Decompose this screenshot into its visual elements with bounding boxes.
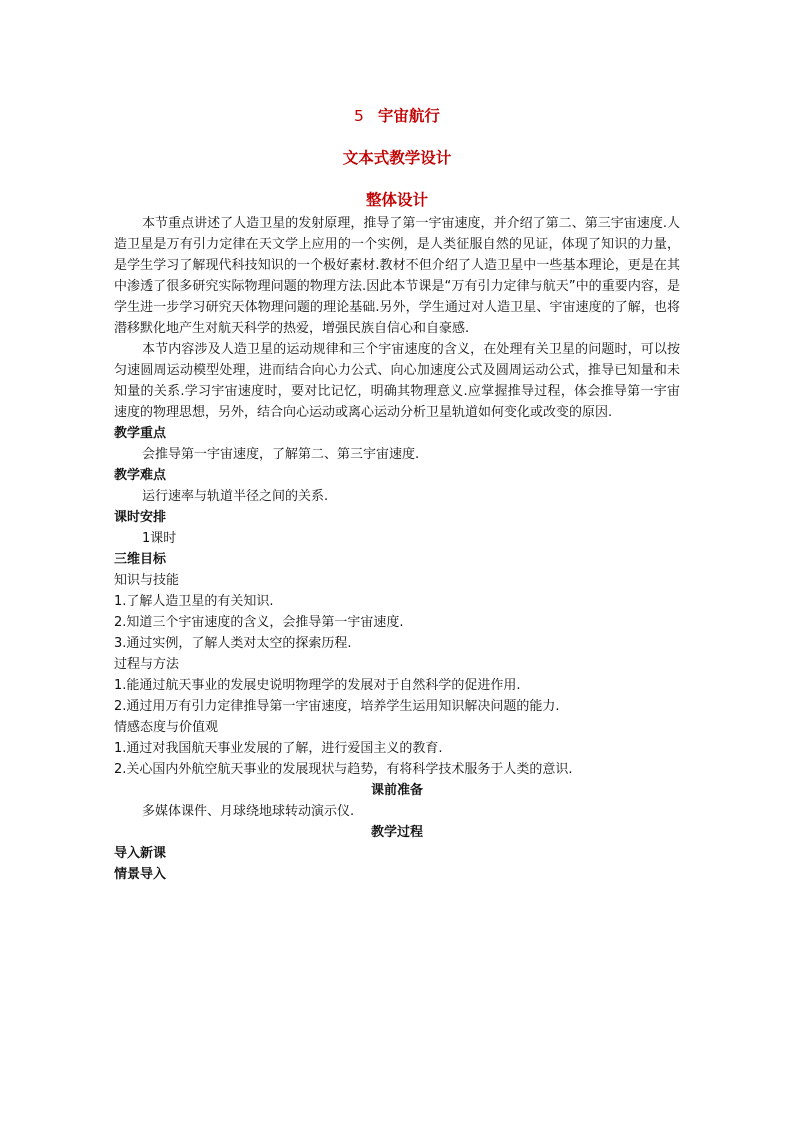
intro-heading: 导入新课 [114, 846, 167, 861]
knowledge-item: 2.知道三个宇宙速度的含义，会推导第一宇宙速度. [114, 615, 404, 630]
section-overall-heading: 整体设计 [365, 191, 428, 209]
process-item: 1.能通过航天事业的发展史说明物理学的发展对于自然科学的促进作用. [114, 678, 521, 693]
knowledge-heading: 知识与技能 [114, 573, 180, 588]
prep-text: 多媒体课件、月球绕地球转动演示仪. [142, 804, 355, 819]
lesson-title [0, 106, 794, 126]
difficulties-heading: 教学难点 [114, 468, 167, 483]
difficulties-text: 运行速率与轨道半径之间的关系. [142, 489, 329, 504]
scenario-heading: 情景导入 [114, 867, 167, 882]
process-heading: 过程与方法 [114, 657, 180, 672]
overview-paragraph-2: 本节内容涉及人造卫星的运动规律和三个宇宙速度的含义，在处理有关卫星的问题时，可以按匀速圆周运动模型处理，进而结合向心力公式、向心加速度公式及圆周运动公式，推导已知量和未知量的关系.学习宇宙速度时，要对比记忆，明确其物理意义.应掌握推导过程，体会推导第一宇宙速度的物理思想，另外，结合向心运动或离心运动分析卫星轨道如何变化或改变的原因. [114, 342, 680, 420]
schedule-heading: 课时安排 [114, 510, 167, 525]
lesson-title-text: 宇宙航行 [377, 107, 440, 125]
teaching-process-heading: 教学过程 [370, 825, 423, 840]
document-body [114, 213, 680, 885]
key-points-heading: 教学重点 [114, 426, 167, 441]
attitude-item: 2.关心国内外航空航天事业的发展现状与趋势，有将科学技术服务于人类的意识. [114, 762, 573, 777]
overview-paragraph-1: 本节重点讲述了人造卫星的发射原理，推导了第一宇宙速度，并介绍了第二、第三宇宙速度.人造卫星是万有引力定律在天文学上应用的一个实例，是人类征服自然的见证，体现了知识的力量，是学生学习了解现代科技知识的一个极好素材.教材不但介绍了人造卫星中一些基本理论，更是在其中渗透了很多研究实际物理问题的物理方法.因此本节课是“万有引力定律与航天”中的重要内容，是学生进一步学习研究天体物理问题的理论基础.另外，学生通过对人造卫星、宇宙速度的了解，也将潜移默化地产生对航天科学的热爱，增强民族自信心和自豪感. [114, 216, 680, 336]
knowledge-item: 1.了解人造卫星的有关知识. [114, 594, 274, 609]
knowledge-item: 3.通过实例，了解人类对太空的探索历程. [114, 636, 352, 651]
prep-heading: 课前准备 [370, 783, 423, 798]
goals-heading: 三维目标 [114, 552, 167, 567]
attitude-heading: 情感态度与价值观 [114, 720, 219, 735]
schedule-text: 1课时 [142, 531, 177, 546]
lesson-number: 5 [354, 107, 364, 125]
document-subtitle: 文本式教学设计 [342, 149, 452, 167]
key-points-text: 会推导第一宇宙速度，了解第二、第三宇宙速度. [142, 447, 420, 462]
attitude-item: 1.通过对我国航天事业发展的了解，进行爱国主义的教育. [114, 741, 443, 756]
process-item: 2.通过用万有引力定律推导第一宇宙速度，培养学生运用知识解决问题的能力. [114, 699, 560, 714]
